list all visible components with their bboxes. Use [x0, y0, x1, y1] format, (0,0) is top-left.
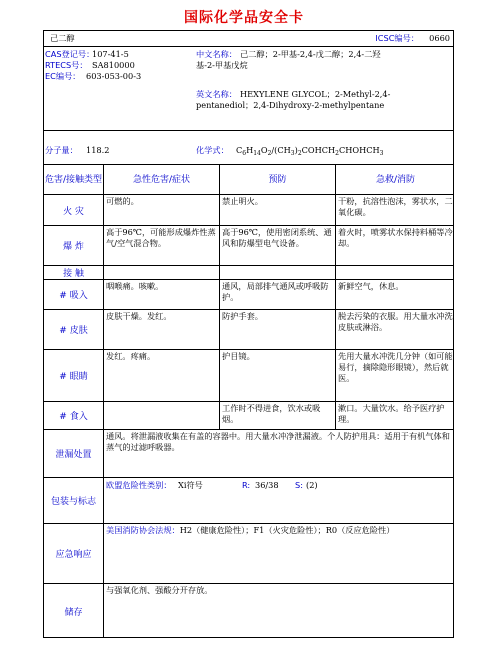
icsc-value: 0660 [429, 33, 450, 43]
row-label-inhale: # 吸入 [59, 291, 88, 301]
packaging-label: 包装与标志 [50, 497, 96, 507]
table-row [44, 279, 453, 309]
spill-row [44, 429, 453, 477]
header-type: 危害/接触类型 [44, 174, 103, 185]
nfpa-text: H2（健康危险性）；F1（火灾危险性）；R0（反应危险性） [179, 525, 395, 535]
mw-value: 118.2 [86, 145, 110, 155]
s-label: S: [295, 480, 303, 490]
formula-value: $C_6H_{14}O_2/(CH_3)_2COHCH_2CHOHCH_3$ [236, 145, 384, 157]
r-label: R: [242, 480, 251, 490]
cn-name-label: 中文名称： [196, 49, 237, 59]
cas-label: CAS登记号： [45, 49, 95, 59]
inhale-firstaid: 新鲜空气，休息。 [335, 280, 455, 309]
header-firstaid: 急救/消防 [335, 165, 455, 194]
skin-symptom: 皮肤干燥。发红。 [103, 310, 219, 349]
inhale-prevention: 通风，局部排气通风或呼吸防护。 [219, 280, 335, 309]
fire-firstaid: 干粉，抗溶性泡沫，雾状水，二氧化碳。 [335, 195, 455, 225]
rtecs-label: RTECS号： [45, 60, 88, 70]
spill-label: 泄漏处置 [55, 450, 92, 460]
table-row [44, 349, 453, 401]
ec-label: EC编号： [45, 71, 81, 81]
storage-row [44, 583, 453, 638]
ingest-prevention: 工作时不得进食，饮水或吸烟。 [219, 402, 335, 429]
eu-class-value: Xi符号 [178, 480, 203, 490]
eu-class-label: 欧盟危险性类别： [106, 480, 172, 490]
row-label-eye: # 眼睛 [59, 372, 88, 382]
inhale-symptom: 咽喉痛。咳嗽。 [103, 280, 219, 309]
ingest-firstaid: 漱口。大量饮水。给予医疗护理。 [335, 402, 455, 429]
table-row [44, 309, 453, 349]
row-label-skin: # 皮肤 [59, 326, 88, 336]
table-row [44, 401, 453, 429]
table-row [44, 225, 453, 265]
emergency-text [103, 524, 455, 583]
eye-prevention: 护目镜。 [219, 350, 335, 401]
row-label-fire: 火 灾 [63, 206, 84, 217]
formula-label: 化学式： [196, 145, 229, 155]
table-row [44, 194, 453, 225]
table-header [44, 164, 453, 194]
emergency-label: 应急响应 [55, 550, 92, 560]
fire-prevention: 禁止明火。 [219, 195, 335, 225]
eye-firstaid: 先用大量水冲洗几分钟（如可能易行，摘除隐形眼镜），然后就医。 [335, 350, 455, 401]
en-name-value-2: pentanediol；2,4-Dihydroxy-2-methylpentane [196, 100, 385, 110]
r-value: 36/38 [255, 480, 279, 490]
s-value: (2) [306, 480, 318, 490]
cn-name-value-1: 己二醇；2-甲基-2,4-戊二醇；2,4-二羟 [240, 49, 381, 59]
explosion-prevention: 高于96℃，使用密闭系统、通风和防爆型电气设备。 [219, 226, 335, 265]
ingest-symptom [103, 402, 219, 429]
fire-symptom: 可燃的。 [103, 195, 219, 225]
card-title: 国际化学品安全卡 [184, 10, 304, 26]
storage-text: 与强氧化剂、强酸分开存放。 [103, 584, 455, 638]
safety-card [43, 30, 454, 638]
ec-value: 603-053-00-3 [86, 71, 142, 81]
en-name-value-1: HEXYLENE GLYCOL；2-Methyl-2,4- [240, 89, 391, 99]
rtecs-value: SA810000 [92, 60, 135, 70]
names-block [194, 47, 455, 130]
nfpa-label: 美国消防协会法规： [106, 525, 180, 535]
formula-row [44, 130, 453, 164]
cn-name-value-2: 基-2-甲基戊烷 [196, 60, 248, 70]
emergency-row [44, 523, 453, 583]
skin-firstaid: 脱去污染的衣服。用大量水冲洗皮肤或淋浴。 [335, 310, 455, 349]
storage-label: 储存 [64, 607, 83, 618]
cas-value: 107-41-5 [92, 49, 129, 59]
row-label-contact: 接 触 [63, 269, 84, 279]
id-block [44, 47, 194, 130]
name-row [44, 31, 453, 46]
packaging-row [44, 477, 453, 523]
en-name-label: 英文名称： [196, 89, 237, 99]
header-prevention: 预防 [219, 165, 335, 194]
identifiers-row [44, 46, 453, 130]
explosion-symptom: 高于96℃，可能形成爆炸性蒸气/空气混合物。 [103, 226, 219, 265]
mw-label: 分子量： [45, 145, 78, 155]
chemical-name: 己二醇 [50, 33, 75, 43]
row-label-ingest: # 食入 [59, 412, 88, 422]
skin-prevention: 防护手套。 [219, 310, 335, 349]
spill-text: 通风。将泄漏液收集在有盖的容器中。用大量水冲净泄漏液。个人防护用具：适用于有机气体和蒸气的过滤呼吸器。 [103, 430, 455, 477]
eye-symptom: 发红。疼痛。 [103, 350, 219, 401]
row-label-explosion: 爆 炸 [63, 242, 84, 252]
icsc-label: ICSC编号： [375, 33, 419, 43]
table-row [44, 265, 453, 279]
explosion-firstaid: 着火时，喷雾状水保持料桶等冷却。 [335, 226, 455, 265]
header-symptom: 急性危害/症状 [103, 165, 219, 194]
